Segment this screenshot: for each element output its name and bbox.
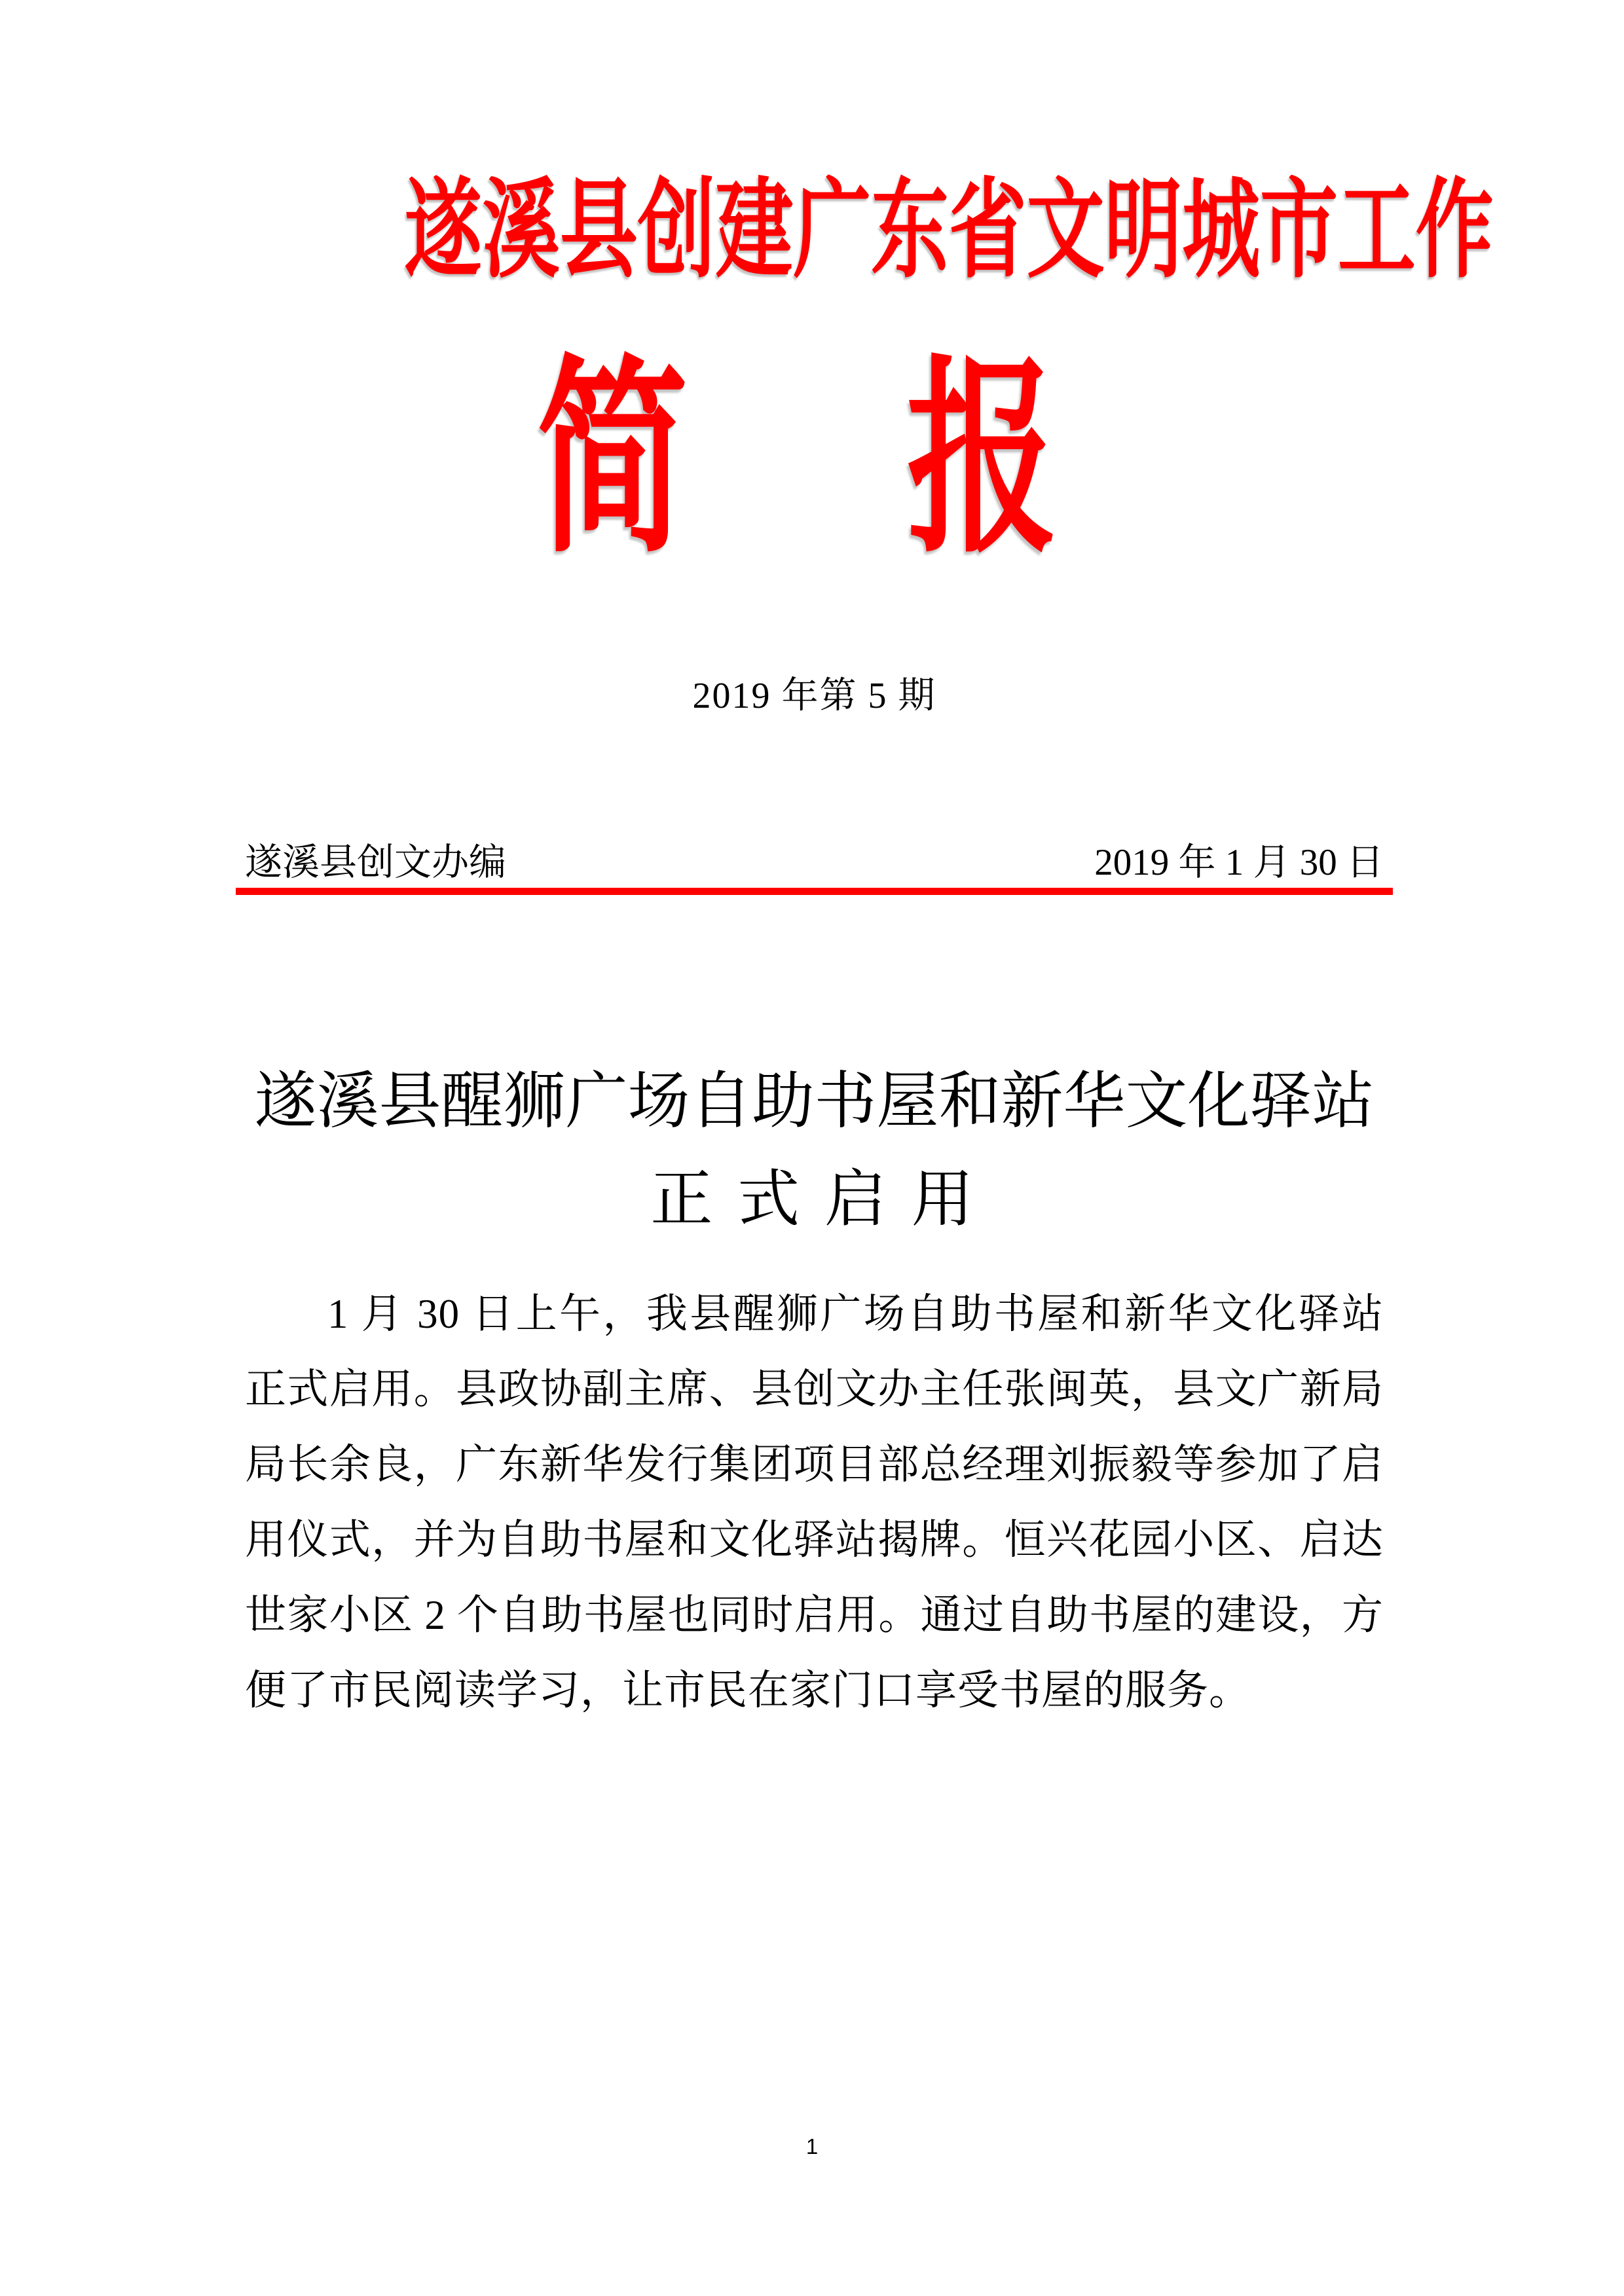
article-paragraph: 1 月 30 日上午，我县醒狮广场自助书屋和新华文化驿站正式启用。县政协副主席、县创文办主任张闽英，县文广新局局长余良，广东新华发行集团项目部总经理刘振毅等参加了启用仪式，并为自助书屋和文化驿站揭牌。恒兴花园小区、启达世家小区 2 个自助书屋也同时启用。通过自助书屋的建设，方便了市民阅读学习，让市民在家门口享受书屋的服务。 bbox=[245, 1291, 1384, 1713]
masthead-bulletin-title: 简 报 bbox=[537, 346, 1092, 577]
masthead-org-title: 遂溪县创建广东省文明城市工作 bbox=[404, 171, 1494, 291]
article-title-line2: 正 式 启 用 bbox=[650, 1165, 978, 1234]
editor-date-row bbox=[245, 844, 1384, 881]
page-number: 1 bbox=[805, 2134, 819, 2159]
date-label: 2019 年 1 月 30 日 bbox=[1094, 842, 1384, 883]
editor-label: 遂溪县创文办编 bbox=[245, 842, 506, 883]
document-content bbox=[245, 171, 1494, 1728]
article-title-line1: 遂溪县醒狮广场自助书屋和新华文化驿站 bbox=[254, 1066, 1375, 1136]
issue-line: 2019 年第 5 期 bbox=[692, 676, 936, 716]
red-divider-rule bbox=[236, 888, 1393, 895]
